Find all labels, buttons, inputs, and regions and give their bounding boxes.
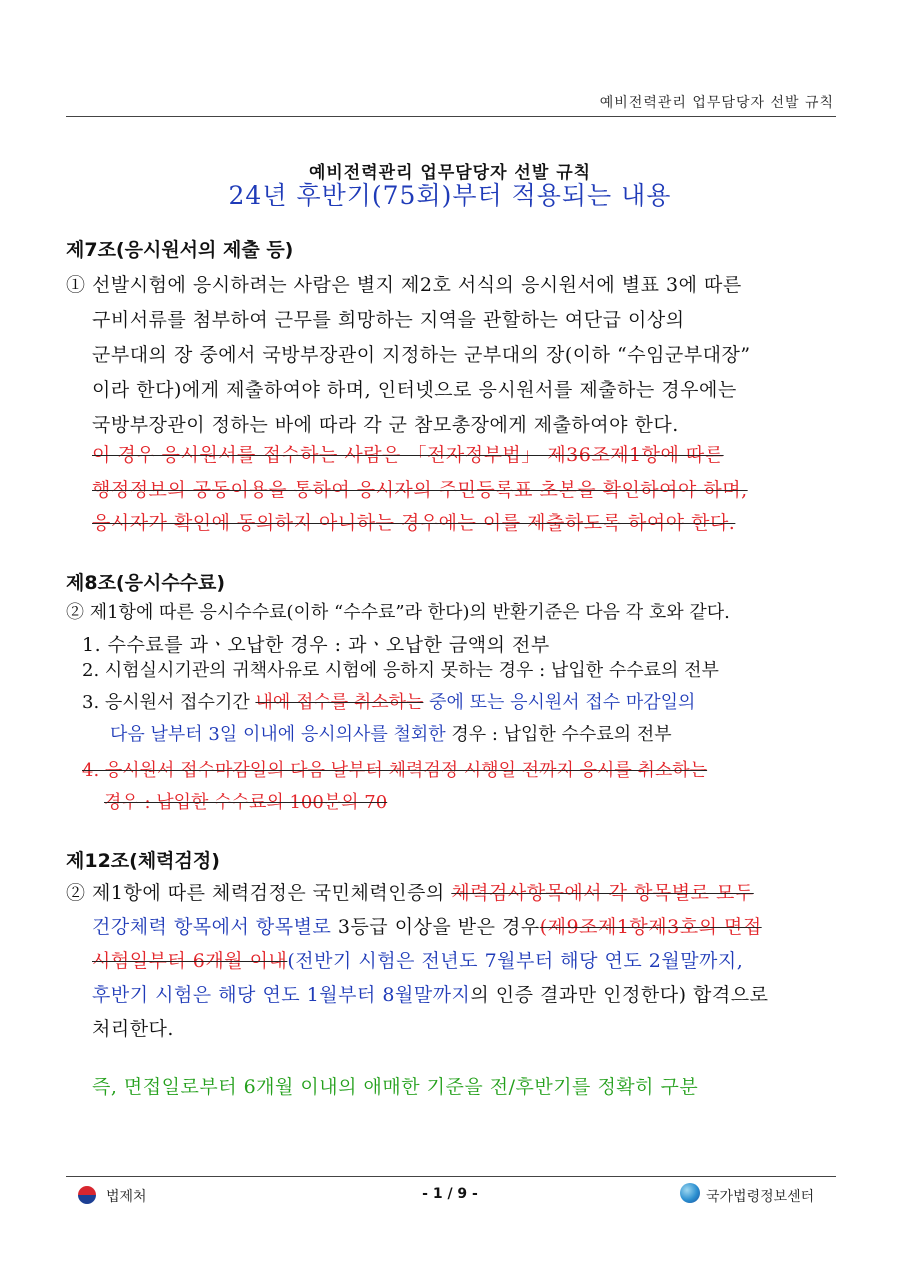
header-rule [66,116,836,117]
deleted-text: (제9조제1항제3호의 면접 [539,916,762,938]
document-title: 예비전력관리 업무담당자 선발 규칙 [308,163,592,183]
line-text: ② 제1항에 따른 체력검정은 국민체력인증의 [66,882,452,904]
article-7-line: 군부대의 장 중에서 국방부장관이 지정하는 군부대의 장(이하 “수임군부대장” [92,344,751,366]
article-8-item: 1. 수수료를 과ㆍ오납한 경우 : 과ㆍ오납한 금액의 전부 [82,634,550,656]
amended-text: 후반기 시험은 해당 연도 1월부터 8월말까지 [92,984,471,1006]
footer-rule [66,1176,836,1177]
article-7-line: 국방부장관이 정하는 바에 따라 각 군 참모총장에게 제출하여야 한다. [92,414,679,436]
article-12-line [92,946,743,973]
amended-text: 건강체력 항목에서 항목별로 [92,916,332,938]
line-text: 3등급 이상을 받은 경우 [331,916,540,938]
article-7-line: 이라 한다)에게 제출하여야 하며, 인터넷으로 응시원서를 제출하는 경우에는 [92,379,737,401]
deleted-text: 응시자가 확인에 동의하지 아니하는 경우에는 이를 제출하도록 하여야 한다. [92,512,736,534]
amended-text: 중에 또는 응시원서 접수 마감일의 [423,692,696,713]
running-title: 예비전력관리 업무담당자 선발 규칙 [599,95,834,111]
globe-logo-icon [680,1183,700,1203]
deleted-text: 내에 접수를 취소하는 [255,692,424,713]
document-subtitle: 24년 후반기(75회)부터 적용되는 내용 [228,181,672,210]
deleted-text: 4. 응시원서 접수마감일의 다음 날부터 체력검정 시행일 전까지 응시를 취소하는 [82,760,708,781]
footer-agency: 법제처 [106,1189,147,1205]
article-12-line: 처리한다. [92,1018,174,1040]
article-8-item: 2. 시험실시기관의 귀책사유로 시험에 응하지 못하는 경우 : 납입한 수수료의 전부 [82,660,719,681]
article-12-line [66,878,754,905]
item-text: 경우 : 납입한 수수료의 전부 [445,724,672,745]
article-8-item [82,688,695,714]
article-7-line: 구비서류를 첨부하여 근무를 희망하는 지역을 관할하는 여단급 이상의 [92,309,685,331]
deleted-text: 체력검사항목에서 각 항목별로 모두 [451,882,754,904]
article-8-item [110,720,672,746]
amended-text: 다음 날부터 3일 이내에 응시의사를 철회한 [110,724,446,745]
article-8-intro: ② 제1항에 따른 응시수수료(이하 “수수료”라 한다)의 반환기준은 다음 각 호와 같다. [66,602,730,623]
clarification-note: 즉, 면접일로부터 6개월 이내의 애매한 기준을 전/후반기를 정확히 구분 [92,1076,699,1098]
deleted-text: 행정정보의 공동이용을 통하여 응시자의 주민등록표 초본을 확인하여야 하며, [92,479,748,501]
article-8-heading: 제8조(응시수수료) [66,572,226,594]
item-text: 3. 응시원서 접수기간 [82,692,256,713]
article-7-line: ① 선발시험에 응시하려는 사람은 별지 제2호 서식의 응시원서에 별표 3에 따른 [66,274,742,296]
deleted-text: 시험일부터 6개월 이내 [92,950,288,972]
amended-text: (전반기 시험은 전년도 7월부터 해당 연도 2월말까지, [287,950,744,972]
article-12-line [92,912,762,939]
article-12-heading: 제12조(체력검정) [66,850,220,872]
deleted-text: 이 경우 응시원서를 접수하는 사람은 「전자정부법」 제36조제1항에 따른 [92,444,724,466]
line-text: 의 인증 결과만 인정한다) 합격으로 [470,984,769,1006]
article-7-heading: 제7조(응시원서의 제출 등) [66,239,294,261]
footer-center-name: 국가법령정보센터 [706,1189,815,1205]
page-number: - 1 / 9 - [422,1186,478,1202]
deleted-text: 경우 : 납입한 수수료의 100분의 70 [104,792,388,813]
article-12-line [92,980,768,1007]
